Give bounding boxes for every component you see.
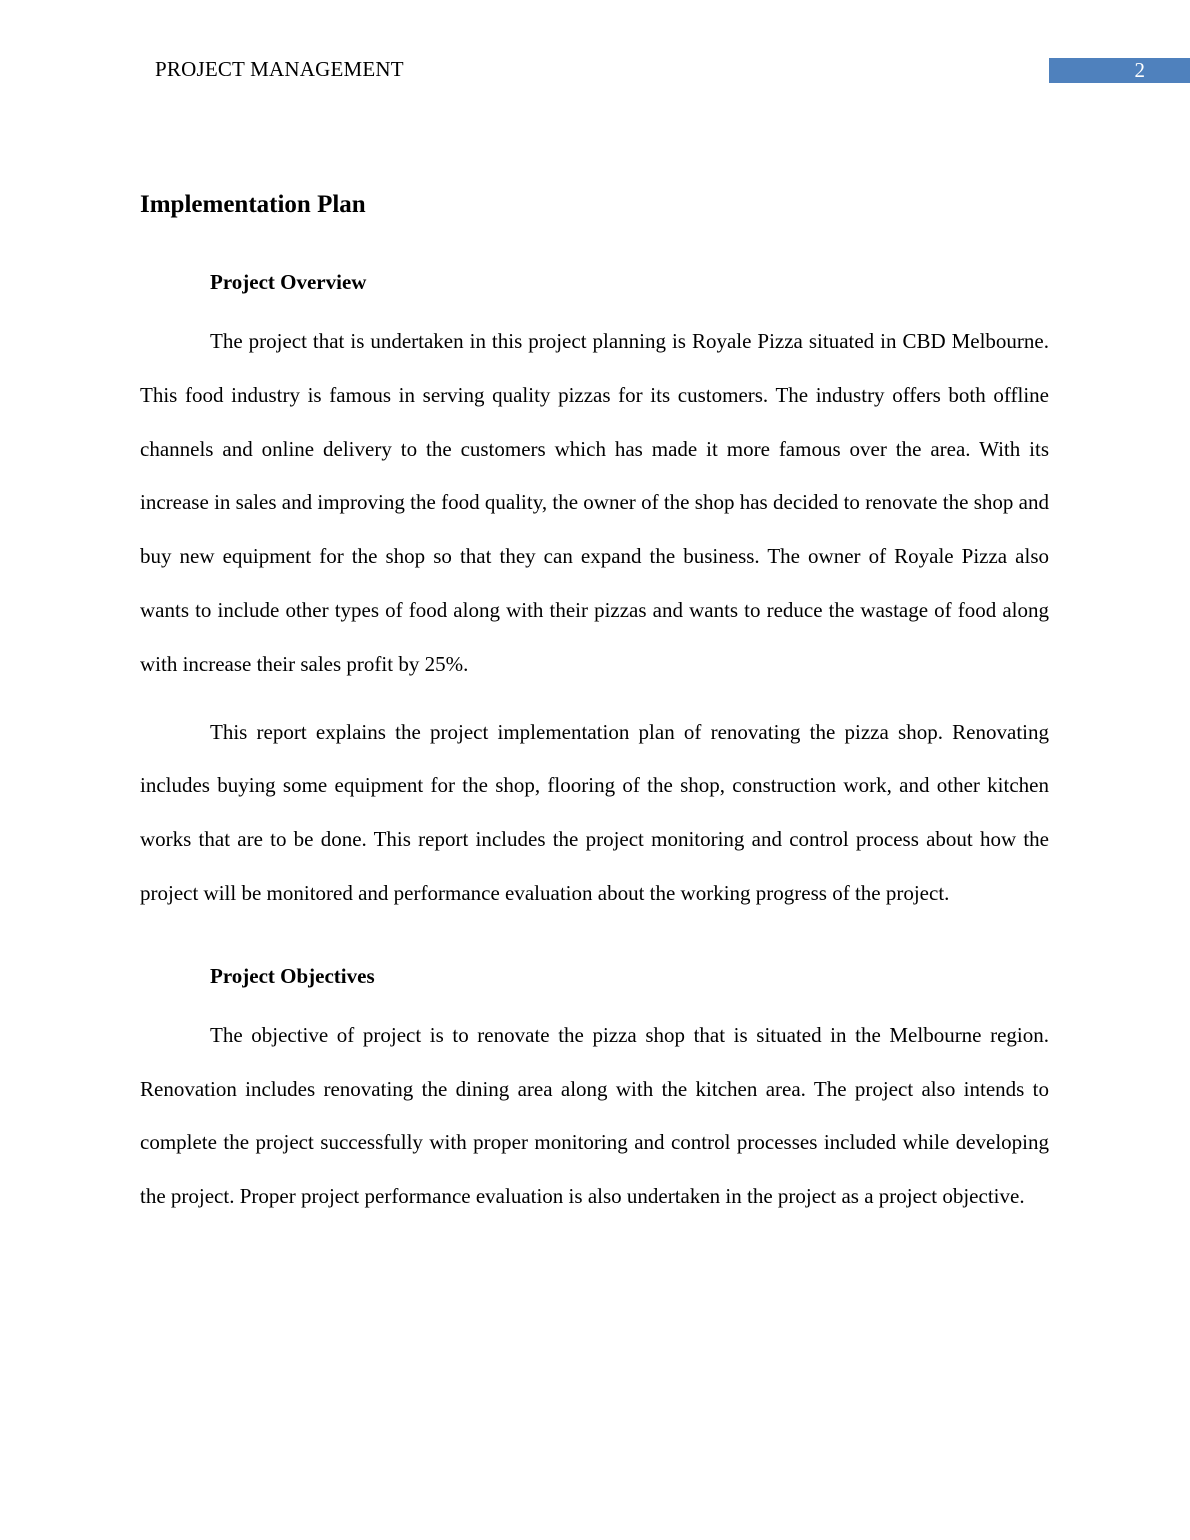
paragraph-objectives-1: The objective of project is to renovate the pizza shop that is situated in the Melbourne region. Renovation includes renovating the dining area along with the kitchen area. The project also intends to complete the project successfully with proper monitoring and control processes included while developing the project. Proper project performance evaluation is also undertaken in the project as a project objective.: [140, 1022, 1049, 1209]
section-heading-project-objectives: Project Objectives: [210, 963, 375, 988]
page-number: 2: [1049, 58, 1190, 83]
paragraph-overview-2: This report explains the project implementation plan of renovating the pizza shop. Renovating includes buying some equipment for the shop, flooring of the shop, construction work, and other kitchen works that are to be done. This report includes the project monitoring and control process about how the project will be monitored and performance evaluation about the working progress of the project.: [140, 719, 1049, 905]
section-heading-project-overview: Project Overview: [210, 270, 367, 294]
running-head: PROJECT MANAGEMENT: [155, 57, 404, 81]
paragraph-overview-1: The project that is undertaken in this project planning is Royale Pizza situated in CBD Melbourne. This food industry is famous in serving quality pizzas for its customers. The industry offers both offline channels and online delivery to the customers which has made it more famous over the area. With its increase in sales and improving the food quality, the owner of the shop has decided to renovate the shop and buy new equipment for the shop so that they can expand the business. The owner of Royale Pizza also wants to include other types of food along with their pizzas and wants to reduce the wastage of food along with increase their sales profit by 25%.: [140, 329, 1049, 676]
document-title: Implementation Plan: [140, 191, 366, 218]
document-body: [140, 187, 1049, 1224]
